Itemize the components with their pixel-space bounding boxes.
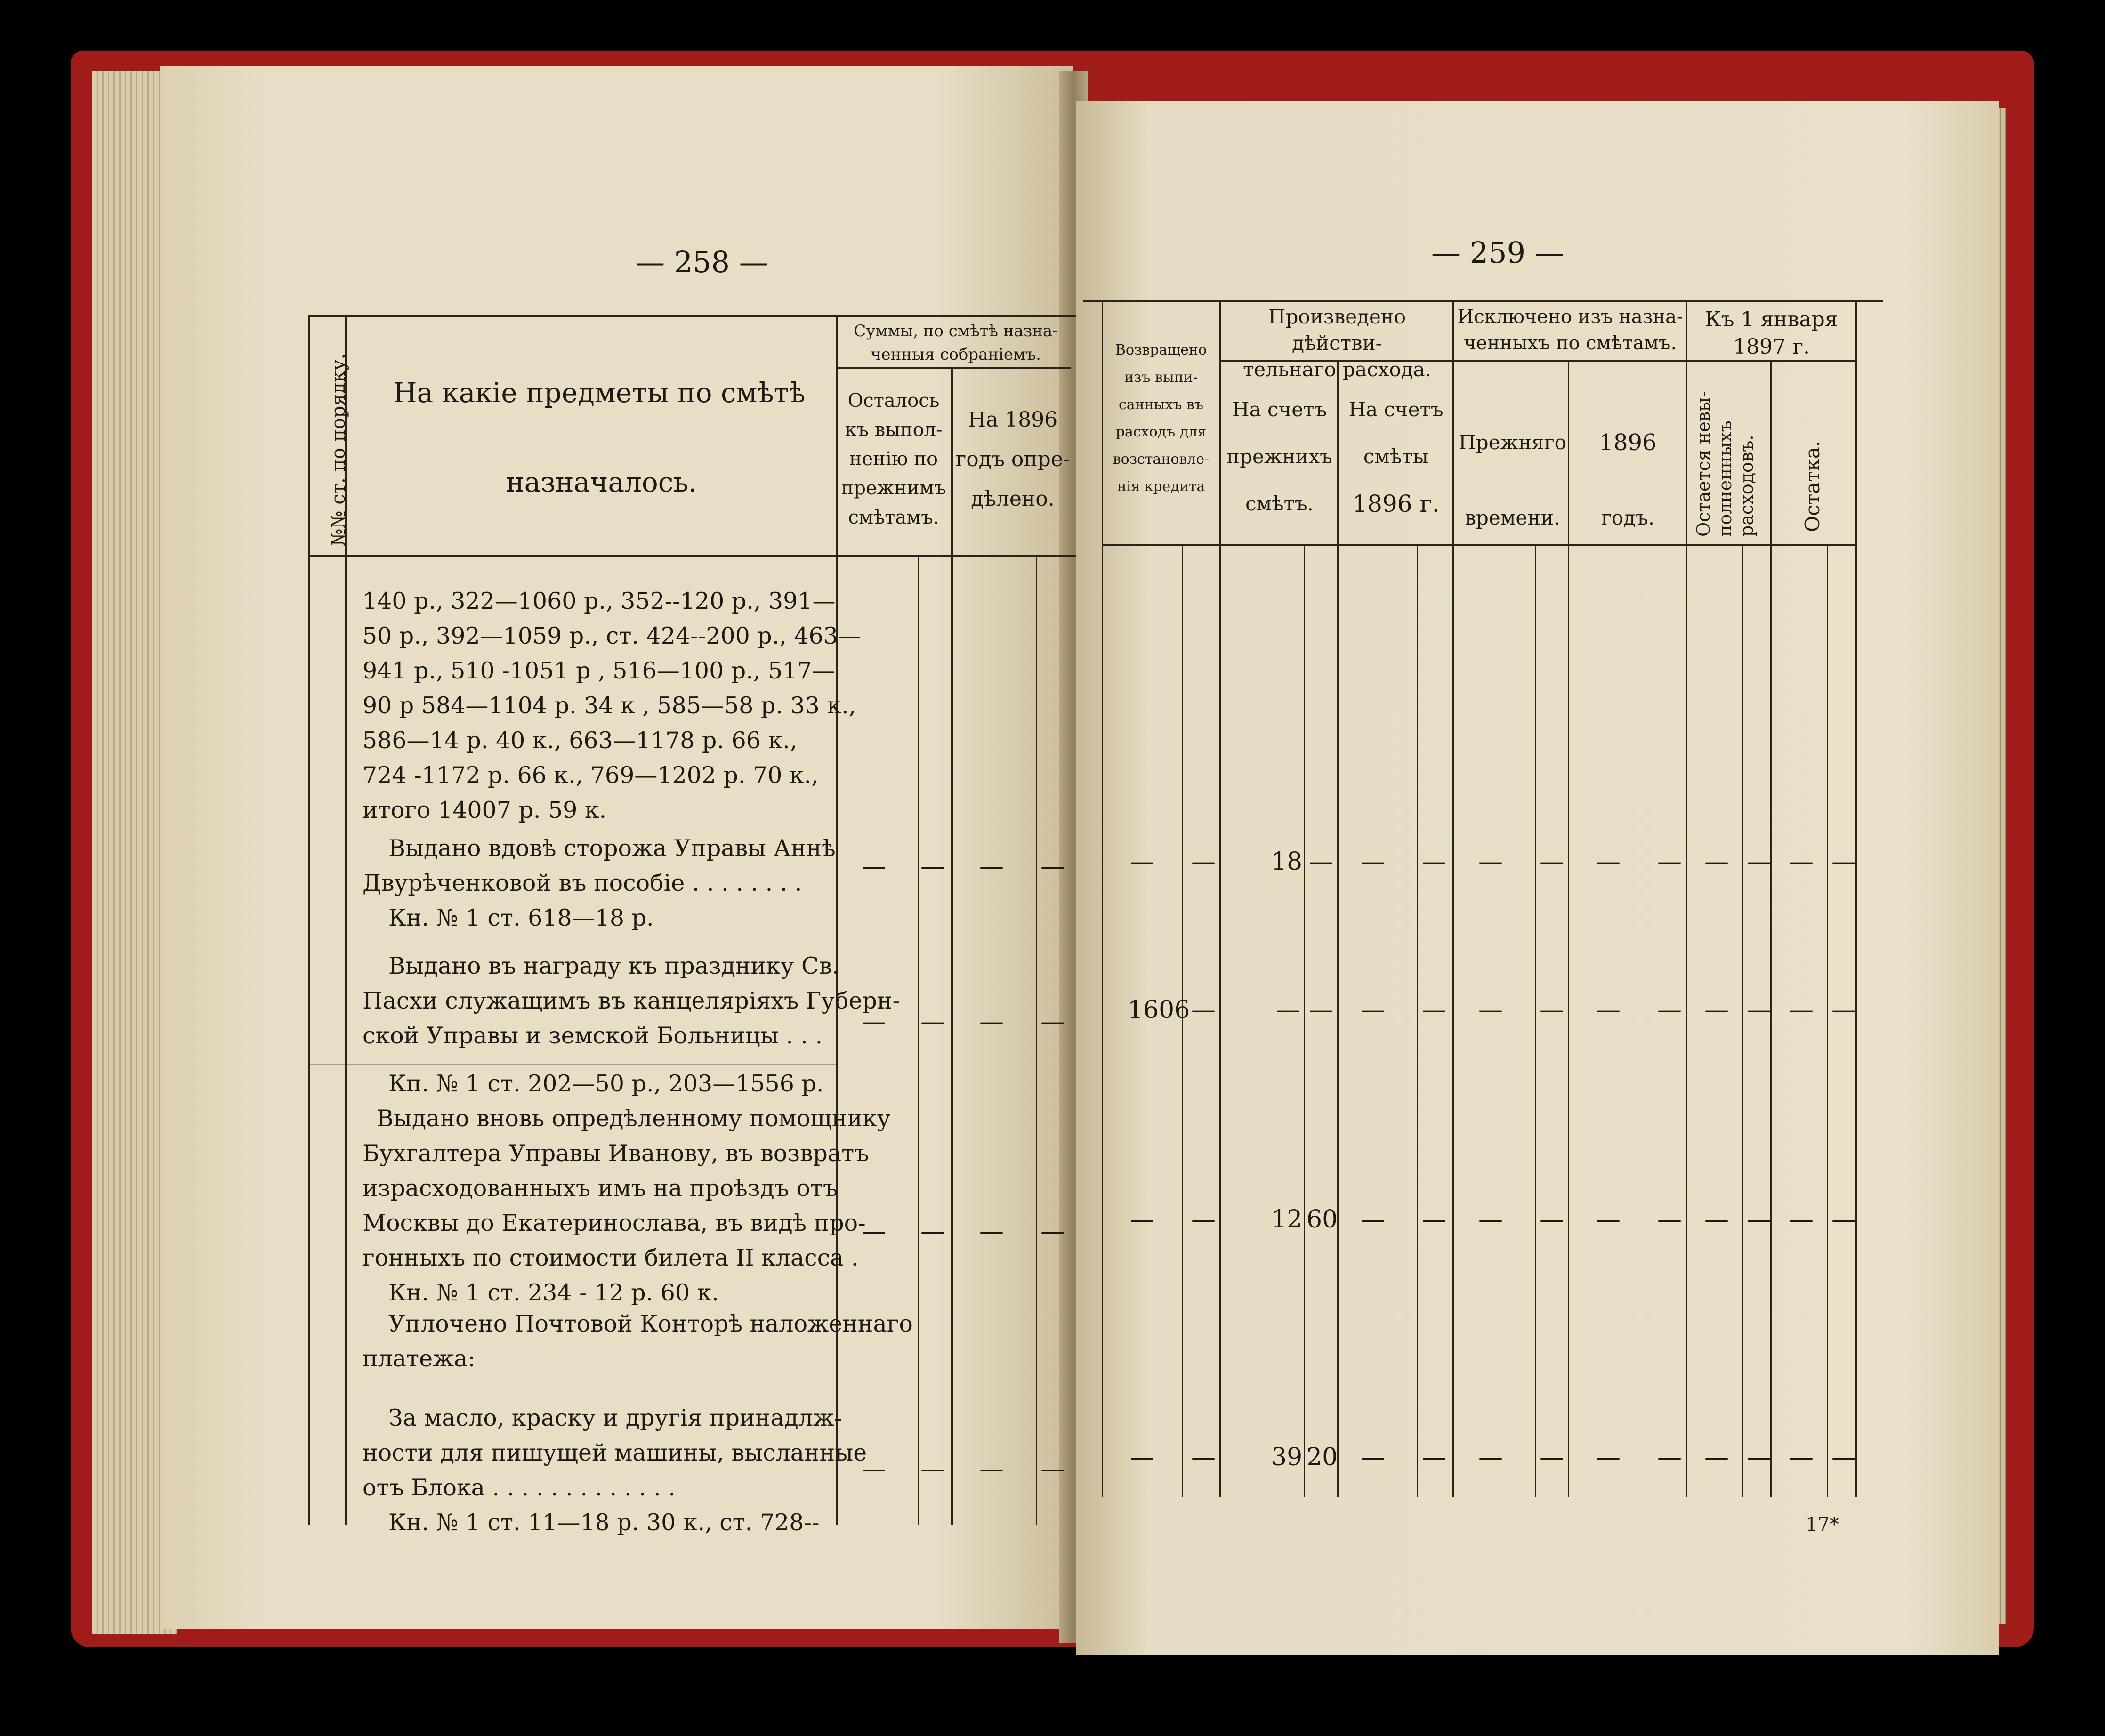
dash: — [1596, 848, 1621, 876]
header-returned [1104, 337, 1218, 501]
dash: — [1040, 1008, 1065, 1036]
entry1-line: 586—14 р. 40 к., 663—1178 р. 66 к., [363, 727, 798, 754]
dash: — [1276, 996, 1300, 1024]
header-remaining [838, 386, 949, 532]
header-prev-estimates [1222, 386, 1337, 527]
dash: — [1704, 996, 1729, 1024]
dash: — [1422, 996, 1446, 1024]
dash: — [979, 1217, 1004, 1245]
dash: — [1361, 1443, 1385, 1471]
y1896-l: годъ. [1601, 506, 1655, 529]
entry2-line: Выдано вдовѣ сторожа Управы Аннѣ [388, 835, 836, 862]
sub-col [1535, 546, 1536, 1497]
dash: — [1540, 1443, 1564, 1471]
left-faint-rule [308, 1064, 836, 1065]
dash: — [1191, 1443, 1216, 1471]
returned-l: нія кредита [1117, 478, 1205, 495]
entry2-line: Двурѣченковой въ пособіе . . . . . . . . [363, 870, 802, 896]
dash: — [1831, 1205, 1856, 1234]
prev-time-l: времени. [1465, 506, 1560, 529]
remaining-l1: Осталось [847, 390, 940, 412]
dash: — [979, 1455, 1004, 1483]
dash: — [1478, 1205, 1503, 1234]
entry4-line: Выдано вновь опредѣленному помощнику [377, 1105, 891, 1132]
prev-est-l: На счетъ [1232, 398, 1327, 421]
right-col-line-3 [1452, 301, 1454, 1497]
dash: — [1130, 1205, 1154, 1234]
value-rub: 1606 [1128, 996, 1190, 1024]
entry-block-6 [363, 1401, 867, 1540]
header-subject-line2: назначалось. [506, 466, 697, 498]
entry3-line: ской Управы и земской Больницы . . . [363, 1022, 823, 1049]
entry3-line: Пасхи служащимъ въ канцеляріяхъ Губерн- [363, 987, 901, 1014]
remaining-l4: прежнимъ [841, 477, 946, 499]
dash: — [1831, 848, 1856, 876]
header-jan1897-group [1688, 306, 1855, 361]
entry1-line: 140 р., 322—1060 р., 352--120 р., 391— [363, 588, 836, 614]
left-col-line-1 [308, 315, 310, 1525]
header-subject-line1: На какіе предметы по смѣтѣ [393, 377, 806, 409]
entry4-line: израсходованныхъ имъ на проѣздъ отъ [363, 1175, 838, 1202]
dash: — [1040, 1217, 1065, 1245]
year1896-l2: годъ опре- [955, 447, 1070, 471]
dash: — [1191, 996, 1216, 1024]
est1896-l: смѣты [1363, 445, 1429, 468]
prev-est-l: прежнихъ [1226, 445, 1332, 468]
dash: — [979, 852, 1004, 880]
left-col-line-4 [918, 555, 919, 1525]
dash: — [1657, 1443, 1682, 1471]
dash: — [1540, 1205, 1564, 1234]
dash: — [1789, 848, 1814, 876]
value-rub: 39 [1271, 1443, 1303, 1471]
remaining-l2: къ выпол- [845, 419, 943, 441]
dash: — [1831, 1443, 1856, 1471]
dash: — [1040, 852, 1065, 880]
dash: — [862, 1008, 886, 1036]
entry1-line: итого 14007 р. 59 к. [363, 797, 607, 824]
dash: — [862, 1217, 886, 1245]
dash: — [1361, 1205, 1385, 1234]
right-col-line-6 [1770, 360, 1772, 1497]
header-year1896 [954, 400, 1072, 519]
returned-l: санныхъ въ [1118, 396, 1204, 413]
entry4-line: гонныхъ по стоимости билета II класса . [363, 1244, 859, 1271]
dash: — [1422, 1205, 1446, 1234]
dash: — [920, 852, 945, 880]
dash: — [1361, 848, 1385, 876]
sub-col [1742, 546, 1743, 1497]
entry1-line: 50 р., 392—1059 р., ст. 424--200 р., 463— [363, 622, 861, 649]
entry1-line: 941 р., 510 -1051 р , 516—100 р., 517— [363, 657, 835, 684]
excluded-l: ченныхъ по смѣтамъ. [1463, 332, 1677, 354]
entry6-line: отъ Блока . . . . . . . . . . . . . [363, 1474, 676, 1501]
dash: — [1704, 848, 1729, 876]
entry6-line: За масло, краску и другія принадлж- [388, 1405, 842, 1431]
returned-l: изъ выпи- [1124, 369, 1198, 386]
entry-block-1 [363, 584, 861, 828]
returned-l: возстановле- [1113, 451, 1210, 468]
dash: — [1478, 996, 1503, 1024]
dash: — [1596, 996, 1621, 1024]
entry2-line: Кн. № 1 ст. 618—18 р. [388, 904, 654, 931]
header-row-number: №№ ст. по порядку. [328, 353, 349, 546]
value-kop: 60 [1307, 1205, 1338, 1234]
entry4-line: Кп. № 1 ст. 202—50 р., 203—1556 р. [388, 1070, 824, 1097]
dash: — [920, 1455, 945, 1483]
dash: — [920, 1008, 945, 1036]
entry-block-5 [363, 1307, 913, 1376]
returned-l: Возвращено [1115, 342, 1207, 358]
entry5-line: Уплочено Почтовой Конторѣ наложеннаго [388, 1310, 913, 1337]
dash: — [1747, 996, 1771, 1024]
entry6-line: ности для пишущей машины, высланные [363, 1439, 867, 1466]
dash: — [1657, 848, 1682, 876]
dash: — [979, 1008, 1004, 1036]
dash: — [1478, 1443, 1503, 1471]
right-col-line-4 [1568, 360, 1569, 1497]
jan-l: Къ 1 января [1705, 307, 1838, 331]
right-table-top-rule [1083, 300, 1883, 302]
entry-block-2 [363, 831, 836, 936]
remaining-l3: ненію по [849, 448, 938, 470]
entry6-line: Кн. № 1 ст. 11—18 р. 30 к., ст. 728-- [388, 1509, 820, 1536]
entry4-line: Бухгалтера Управы Иванову, въ возвратъ [363, 1140, 869, 1167]
sub-col [1417, 546, 1418, 1497]
prev-time-l: Прежняго [1459, 431, 1566, 454]
sub-col [1827, 546, 1828, 1497]
dash: — [1422, 1443, 1446, 1471]
entry3-line: Выдано въ награду къ празднику Св. [388, 953, 839, 979]
dash: — [1831, 996, 1856, 1024]
est1896-l: 1896 г. [1352, 490, 1440, 517]
dash: — [1789, 1443, 1814, 1471]
dash: — [1657, 1205, 1682, 1234]
header-remainder: Остатка. [1801, 440, 1824, 532]
right-col-line-0 [1102, 301, 1103, 1497]
prev-est-l: смѣтъ. [1245, 492, 1314, 515]
dash: — [1596, 1205, 1621, 1234]
dash: — [862, 852, 886, 880]
dash: — [1540, 848, 1564, 876]
header-excluded-group [1455, 304, 1686, 356]
header-unfulfilled: Остается невы-полненныхъ расходовъ. [1693, 391, 1757, 537]
dash: — [1309, 996, 1333, 1024]
produced-l: тельнаго расхода. [1243, 358, 1431, 381]
jan-l: 1897 г. [1733, 335, 1810, 359]
entry-block-3 [363, 949, 900, 1053]
entry1-line: 724 -1172 р. 66 к., 769—1202 р. 70 к., [363, 762, 819, 789]
dash: — [1747, 1205, 1771, 1234]
entry4-line: Москвы до Екатеринослава, въ видѣ про- [363, 1210, 866, 1236]
produced-l: Произведено дѣйстви- [1268, 305, 1406, 355]
dash: — [1478, 848, 1503, 876]
right-page-number: — 259 — [1431, 235, 1564, 270]
dash: — [1789, 996, 1814, 1024]
y1896-l: 1896 [1599, 429, 1657, 456]
dash: — [1704, 1443, 1729, 1471]
value-kop: 20 [1307, 1443, 1338, 1471]
right-col-line-2 [1337, 360, 1339, 1497]
year1896-l1: На 1896 [968, 408, 1058, 432]
returned-l: расходъ для [1115, 424, 1207, 440]
header-prev-time [1457, 405, 1568, 556]
dash: — [1040, 1455, 1065, 1483]
right-col-line-1 [1219, 301, 1221, 1497]
left-page-number: — 258 — [636, 245, 768, 279]
signature-mark: 17* [1806, 1514, 1839, 1535]
remaining-l5: смѣтамъ. [848, 507, 939, 528]
right-col-line-5 [1686, 301, 1687, 1497]
dash: — [1596, 1443, 1621, 1471]
sums-line2: ченныя собраніемъ. [871, 345, 1041, 364]
dash: — [1191, 848, 1216, 876]
sub-col [1304, 546, 1305, 1497]
dash: — [1657, 996, 1682, 1024]
dash: — [1704, 1205, 1729, 1234]
header-estimate-1896 [1339, 386, 1452, 527]
est1896-l: На счетъ [1348, 398, 1444, 421]
left-col-line-5 [951, 367, 953, 1525]
header-year-1896 [1570, 405, 1686, 556]
dash: — [1540, 996, 1564, 1024]
dash: — [1789, 1205, 1814, 1234]
dash: — [1747, 848, 1771, 876]
dash: — [1422, 848, 1446, 876]
dash: — [1191, 1205, 1216, 1234]
left-col-line-6 [1036, 555, 1037, 1525]
excluded-l: Исключено изъ назна- [1457, 306, 1683, 328]
entry1-line: 90 р 584—1104 р. 34 к , 585—58 р. 33 к., [363, 692, 856, 719]
dash: — [1130, 848, 1154, 876]
dash: — [1130, 1443, 1154, 1471]
dash: — [1309, 848, 1333, 876]
header-produced-group [1222, 304, 1452, 383]
dash: — [862, 1455, 886, 1483]
entry5-line: платежа: [363, 1345, 476, 1372]
dash: — [1361, 996, 1385, 1024]
dash: — [920, 1217, 945, 1245]
entry4-line: Кн. № 1 ст. 234 - 12 р. 60 к. [388, 1279, 719, 1306]
left-table-top-rule [308, 315, 1076, 317]
entry-block-4 [363, 1066, 891, 1310]
sums-line1: Суммы, по смѣтѣ назна- [854, 322, 1058, 340]
value-rub: 18 [1271, 848, 1303, 876]
right-col-line-7 [1855, 301, 1857, 1497]
sums-group-rule [836, 367, 1071, 369]
dash: — [1747, 1443, 1771, 1471]
left-header-bottom-rule [308, 555, 1076, 557]
header-sums-group [840, 319, 1071, 366]
value-rub: 12 [1271, 1205, 1303, 1234]
year1896-l3: дѣлено. [971, 487, 1055, 511]
